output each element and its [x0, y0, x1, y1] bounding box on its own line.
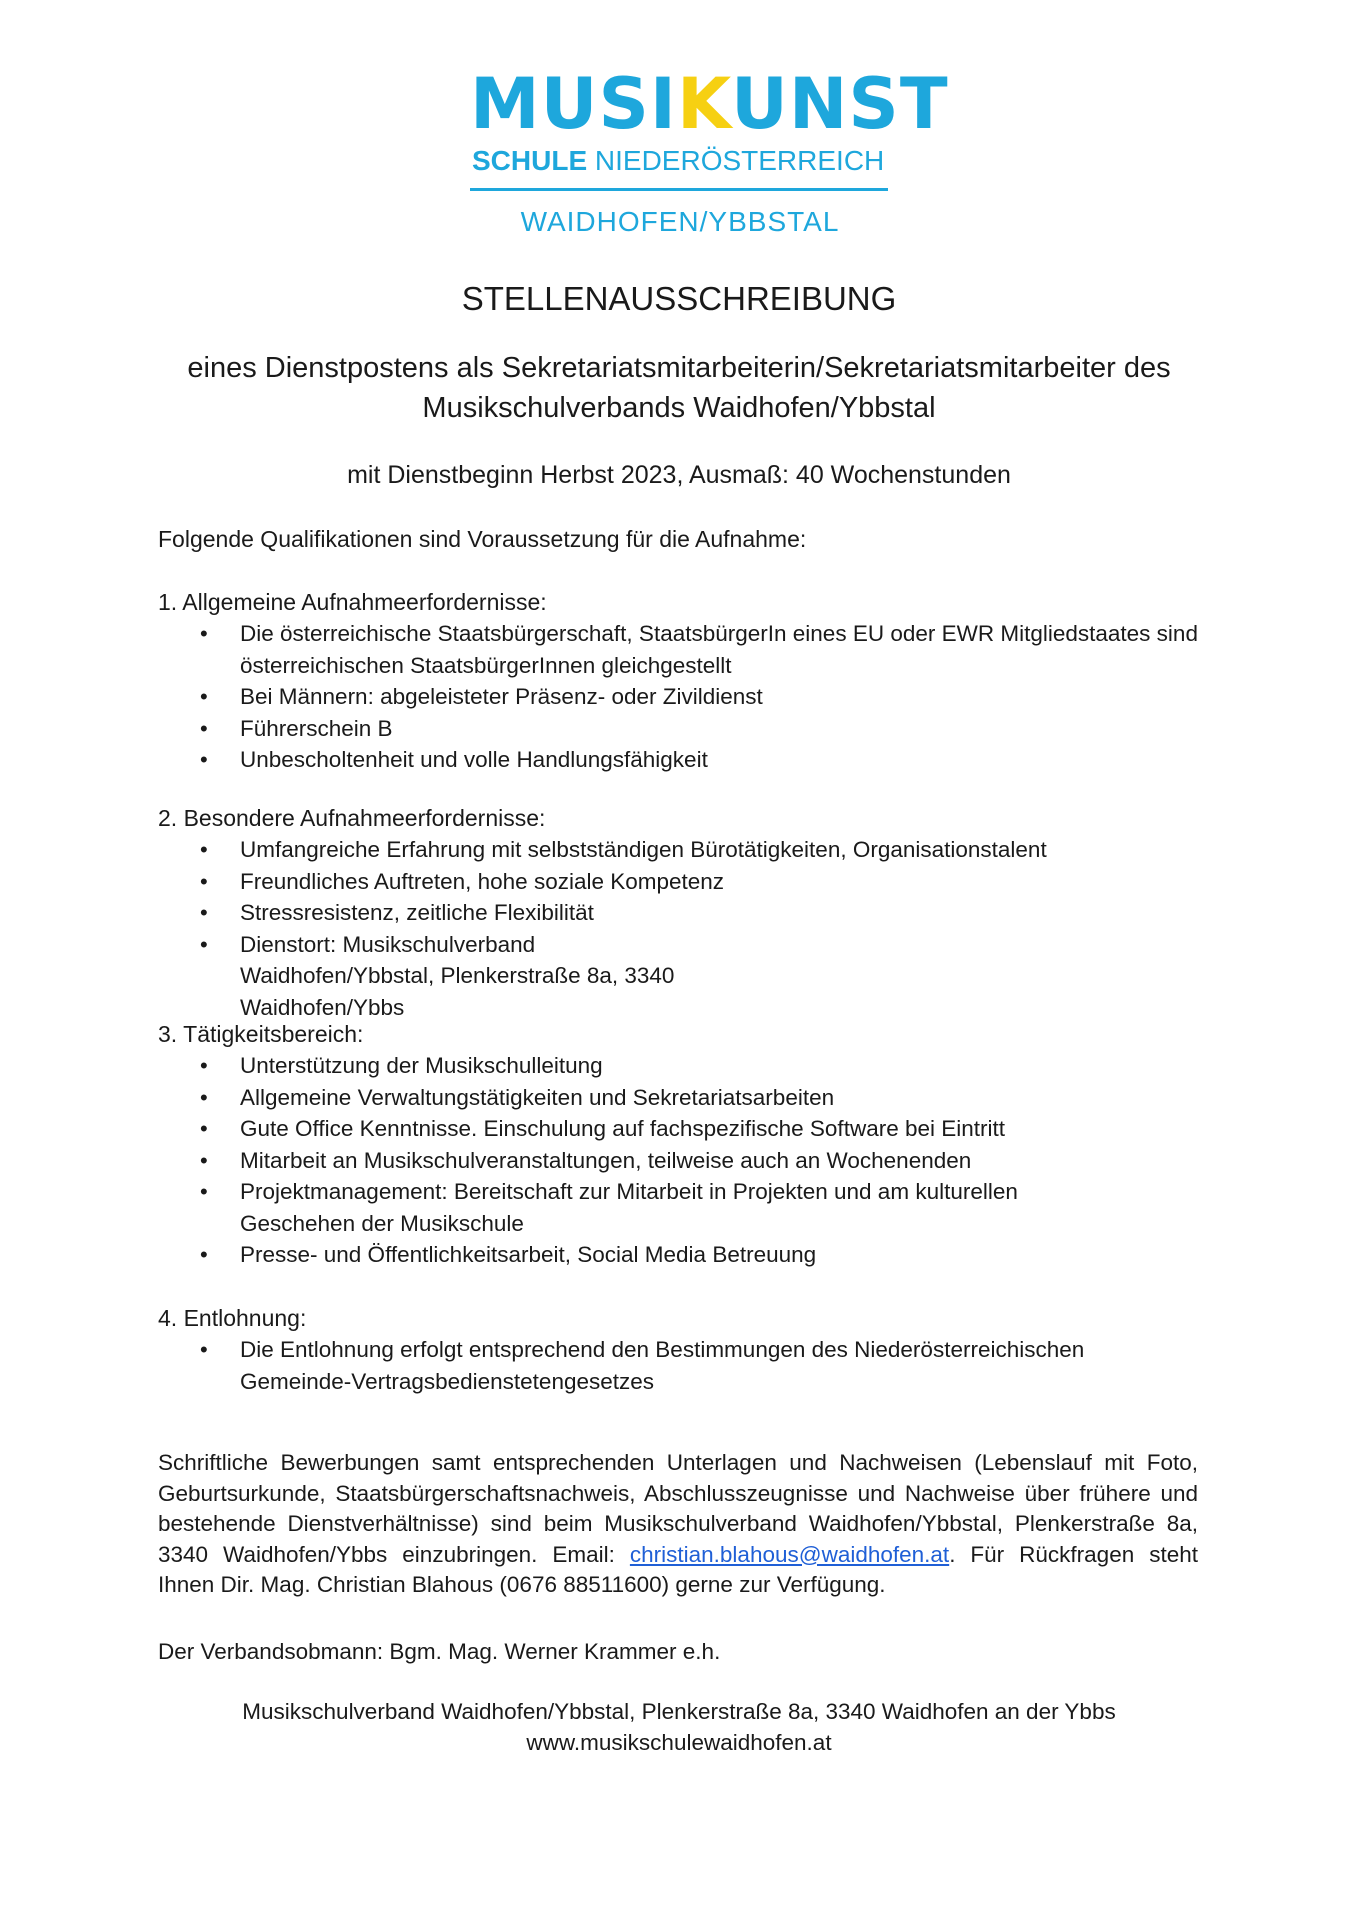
bullet-list [158, 618, 1198, 776]
subtitle-line-1: eines Dienstpostens als Sekretariatsmitarbeiterin/Sekretariatsmitarbeiter des [187, 352, 1171, 384]
logo-wordmark [470, 63, 949, 145]
subtitle-line-2: Musikschulverbands Waidhofen/Ybbstal [422, 392, 936, 424]
section-heading: 4. Entlohnung: [158, 1305, 307, 1331]
bullet-list [158, 1050, 1198, 1271]
section-salary [158, 1302, 1198, 1397]
position-subtitle [100, 348, 1258, 428]
list-item: • Dienstort: Musikschulverband Waidhofen/Ybbstal, Plenkerstraße 8a, 3340 Waidhofen/Ybbs [158, 929, 700, 1024]
logo-part-a: MUSI [470, 63, 677, 145]
page-title: STELLENAUSSCHREIBUNG [461, 280, 897, 317]
start-info: mit Dienstbeginn Herbst 2023, Ausmaß: 40 Wochenstunden [347, 461, 1011, 489]
logo-subline [470, 144, 890, 178]
section-heading: 3. Tätigkeitsbereich: [158, 1021, 364, 1047]
section-heading: 2. Besondere Aufnahmeerfordernisse: [158, 805, 546, 831]
list-item: • Presse- und Öffentlichkeitsarbeit, Social Media Betreuung [158, 1239, 1198, 1271]
section-heading: 1. Allgemeine Aufnahmeerfordernisse: [158, 589, 547, 615]
application-paragraph [158, 1448, 1198, 1601]
list-item: • Umfangreiche Erfahrung mit selbstständigen Bürotätigkeiten, Organisationstalent [158, 834, 1198, 866]
qualifications-intro: Folgende Qualifikationen sind Voraussetzung für die Aufnahme: [158, 526, 807, 552]
signature-line: Der Verbandsobmann: Bgm. Mag. Werner Krammer e.h. [158, 1639, 721, 1664]
bullet-list [158, 1334, 1198, 1397]
bullet-list [158, 834, 1198, 1023]
logo-sub-rest: NIEDERÖSTERREICH [587, 145, 885, 176]
application-text-end: . Für Rückfragen steht Ihnen Dir. Mag. Christian Blahous (0676 88511600) gerne zur Verfügung. [158, 1541, 1198, 1597]
section-special-requirements [158, 802, 1198, 1023]
list-item: • Unterstützung der Musikschulleitung [158, 1050, 1198, 1082]
list-item: • Projektmanagement: Bereitschaft zur Mitarbeit in Projekten und am kulturellen Geschehen der Musikschule [158, 1176, 1070, 1239]
section-responsibilities [158, 1018, 1198, 1271]
email-link[interactable]: christian.blahous@waidhofen.at [629, 1541, 950, 1567]
section-general-requirements [158, 586, 1198, 776]
footer [100, 1696, 1258, 1758]
logo-divider [470, 188, 888, 191]
logo-part-accent: K [676, 63, 731, 145]
footer-website: www.musikschulewaidhofen.at [526, 1730, 832, 1755]
list-item: • Stressresistenz, zeitliche Flexibilität [158, 897, 1198, 929]
list-item: • Unbescholtenheit und volle Handlungsfähigkeit [158, 744, 1198, 776]
list-item: • Mitarbeit an Musikschulveranstaltungen, teilweise auch an Wochenenden [158, 1145, 1198, 1177]
list-item: • Führerschein B [158, 713, 1198, 745]
application-text: Schriftliche Bewerbungen samt entsprechenden Unterlagen und Nachweisen (Lebenslauf mit Foto, Geburtsurkunde, Staatsbürgerschaftsnachweis, Abschlusszeugnisse und Nachweise über frühere und bestehende Dienstverhältnisse) sind beim Musikschulverband Waidhofen/Ybbstal, Plenkerstraße 8a, 3340 Waidhofen/Ybbs einzubringen. Email: [158, 1450, 1198, 1567]
list-item: • Die österreichische Staatsbürgerschaft, StaatsbürgerIn eines EU oder EWR Mitgliedstaates sind österreichischen StaatsbürgerInnen gleichgestellt [158, 618, 1198, 681]
list-item: • Allgemeine Verwaltungstätigkeiten und Sekretariatsarbeiten [158, 1082, 1198, 1114]
footer-address: Musikschulverband Waidhofen/Ybbstal, Plenkerstraße 8a, 3340 Waidhofen an der Ybbs [242, 1699, 1116, 1724]
school-logo [470, 63, 949, 239]
list-item: • Gute Office Kenntnisse. Einschulung auf fachspezifische Software bei Eintritt [158, 1113, 1198, 1145]
logo-location: WAIDHOFEN/YBBSTAL [520, 206, 840, 237]
list-item: • Bei Männern: abgeleisteter Präsenz- oder Zivildienst [158, 681, 1198, 713]
list-item: • Freundliches Auftreten, hohe soziale Kompetenz [158, 866, 1198, 898]
logo-part-c: UNST [730, 63, 949, 145]
list-item: • Die Entlohnung erfolgt entsprechend den Bestimmungen des Niederösterreichischen Gemeinde-Vertragsbedienstetengesetzes [158, 1334, 1140, 1397]
logo-sub-bold: SCHULE [472, 145, 588, 176]
